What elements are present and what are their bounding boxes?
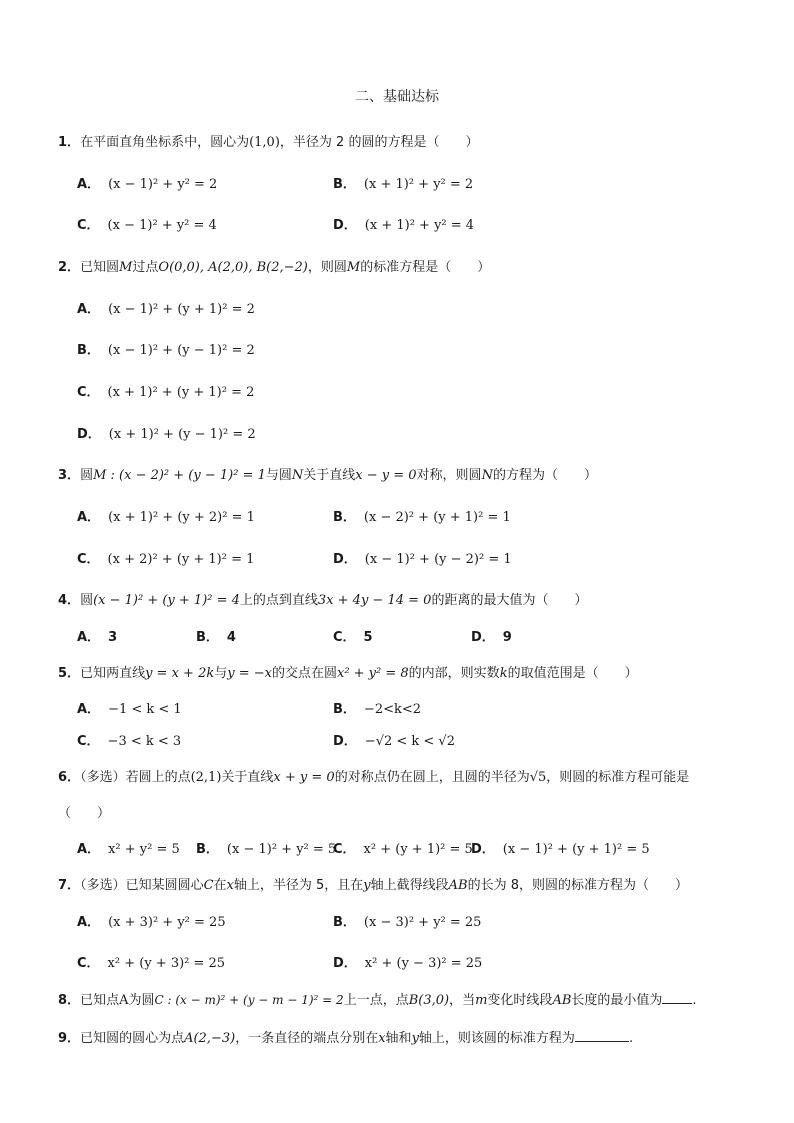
question-number: 9 [58, 1031, 68, 1046]
answer-blank[interactable] [575, 1029, 629, 1042]
question-text: 在平面直角坐标系中，圆心为 [80, 135, 250, 150]
option-c: C． −3 < k < 3 [77, 734, 182, 749]
option-c: C． (x + 1)² + (y + 1)² = 2 [77, 385, 255, 400]
option-d: D． (x − 1)² + (y + 1)² = 5 [471, 842, 650, 857]
answer-blank[interactable] [662, 991, 692, 1004]
question-number: 2 [58, 260, 68, 275]
question-6-line-2: （ ） [58, 806, 111, 821]
question-text: ，半径为 2 的圆的方程是（ ） [279, 135, 479, 150]
question-3: 3．圆M : (x − 2)² + (y − 1)² = 1与圆N关于直线x − y = 0对称，则圆N的方程为（ ） [58, 468, 597, 483]
option-a: A． x² + y² = 5 [77, 842, 180, 857]
option-b: B． −2<k<2 [333, 702, 422, 717]
option-d: D． −√2 < k < √2 [333, 734, 455, 749]
section-title: 二、基础达标 [355, 89, 439, 105]
option-c: C． (x − 1)² + y² = 4 [77, 218, 217, 233]
question-number: 4 [58, 593, 68, 608]
option-d: D． x² + (y − 3)² = 25 [333, 956, 483, 971]
option-b: B． (x − 1)² + y² = 5 [196, 842, 337, 857]
option-c: C． x² + (y + 3)² = 25 [77, 956, 226, 971]
question-number: 8 [58, 993, 68, 1008]
question-1: 1．在平面直角坐标系中，圆心为(1,0)，半径为 2 的圆的方程是（ ） [58, 135, 479, 150]
option-b: B． (x − 1)² + (y − 1)² = 2 [77, 343, 255, 358]
option-a: A． 3 [77, 630, 118, 645]
question-2: 2．已知圆M过点O(0,0), A(2,0), B(2,−2)，则圆M的标准方程是（ ） [58, 260, 491, 275]
option-b: B． (x − 2)² + (y + 1)² = 1 [333, 510, 511, 525]
question-8: 8．已知点A为圆C : (x − m)² + (y − m − 1)² = 2上一点，点B(3,0)，当m变化时线段AB长度的最小值为 . [58, 993, 697, 1008]
option-b: B． (x + 1)² + y² = 2 [333, 177, 474, 192]
option-d: D． (x − 1)² + (y − 2)² = 1 [333, 552, 512, 567]
question-9: 9．已知圆的圆心为点A(2,−3)，一条直径的端点分别在x轴和y轴上，则该圆的标准方程为 . [58, 1031, 634, 1046]
option-a: A． −1 < k < 1 [77, 702, 182, 717]
question-number: 7 [58, 878, 68, 893]
option-b: B． 4 [196, 630, 236, 645]
question-number: 5 [58, 666, 68, 681]
option-a: A． (x + 3)² + y² = 25 [77, 915, 226, 930]
option-c: C． x² + (y + 1)² = 5 [333, 842, 473, 857]
option-c: C． (x + 2)² + (y + 1)² = 1 [77, 552, 255, 567]
question-number: 1 [58, 135, 68, 150]
option-b: B． (x − 3)² + y² = 25 [333, 915, 482, 930]
option-d: D． (x + 1)² + y² = 4 [333, 218, 475, 233]
question-number: 6 [58, 770, 68, 785]
question-6: 6．（多选）若圆上的点(2,1)关于直线x + y = 0的对称点仍在圆上，且圆的半径为√5，则圆的标准方程可能是 [58, 770, 690, 785]
question-5: 5．已知两直线y = x + 2k与y = −x的交点在圆x² + y² = 8的内部，则实数k的取值范围是（ ） [58, 666, 638, 681]
question-4: 4．圆(x − 1)² + (y + 1)² = 4上的点到直线3x + 4y − 14 = 0的距离的最大值为（ ） [58, 593, 588, 608]
question-number: 3 [58, 468, 68, 483]
option-a: A． (x − 1)² + y² = 2 [77, 177, 218, 192]
option-d: D． 9 [471, 630, 512, 645]
option-c: C． 5 [333, 630, 373, 645]
question-7: 7．（多选）已知某圆圆心C在x轴上，半径为 5，且在y轴上截得线段AB的长为 8，则圆的标准方程为（ ） [58, 878, 689, 893]
option-d: D． (x + 1)² + (y − 1)² = 2 [77, 427, 256, 442]
option-a: A． (x + 1)² + (y + 2)² = 1 [77, 510, 255, 525]
option-a: A． (x − 1)² + (y + 1)² = 2 [77, 302, 255, 317]
math-expression: (1,0) [249, 135, 280, 150]
